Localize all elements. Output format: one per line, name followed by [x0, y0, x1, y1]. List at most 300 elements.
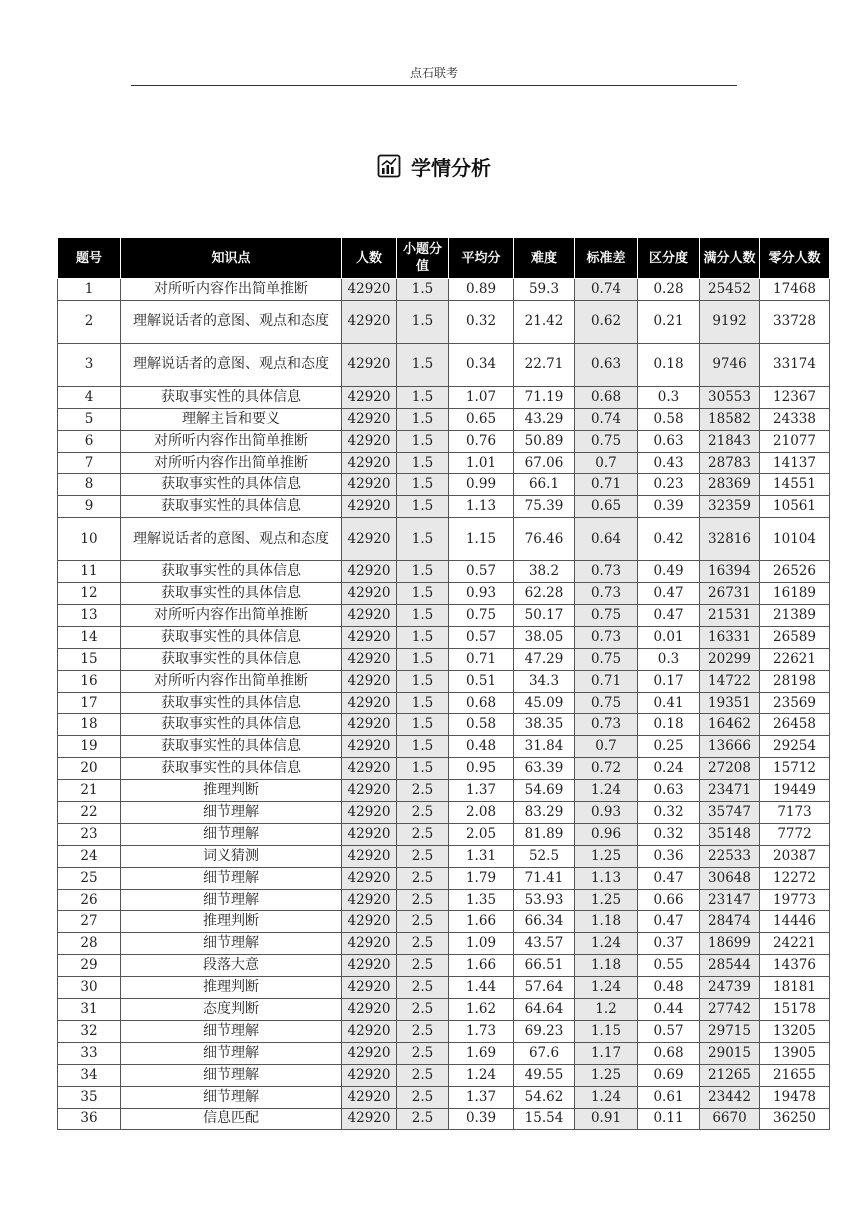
stat-cell: 0.62 — [575, 300, 638, 343]
stat-cell: 21.42 — [514, 300, 575, 343]
table-row — [58, 780, 830, 802]
stat-cell: 1.66 — [449, 955, 514, 977]
question-number-cell: 22 — [58, 802, 121, 824]
knowledge-point-cell: 细节理解 — [121, 1042, 342, 1064]
stat-cell: 28198 — [760, 670, 830, 692]
stat-cell: 21389 — [760, 605, 830, 627]
knowledge-point-cell: 对所听内容作出简单推断 — [121, 279, 342, 301]
section-title — [0, 150, 868, 182]
stat-cell: 23147 — [700, 889, 760, 911]
col-header: 难度 — [514, 238, 575, 279]
table-body — [58, 279, 830, 1130]
stat-cell: 0.68 — [449, 692, 514, 714]
question-number-cell: 31 — [58, 999, 121, 1021]
stat-cell: 0.32 — [638, 823, 700, 845]
question-number-cell: 24 — [58, 845, 121, 867]
question-number-cell: 14 — [58, 626, 121, 648]
table-row — [58, 933, 830, 955]
stat-cell: 32816 — [700, 518, 760, 561]
stat-cell: 42920 — [342, 518, 397, 561]
stat-cell: 0.65 — [575, 496, 638, 518]
table-row — [58, 1064, 830, 1086]
table-row — [58, 889, 830, 911]
question-number-cell: 9 — [58, 496, 121, 518]
stat-cell: 20299 — [700, 648, 760, 670]
knowledge-point-cell: 细节理解 — [121, 867, 342, 889]
stat-cell: 14722 — [700, 670, 760, 692]
stat-cell: 0.42 — [638, 518, 700, 561]
question-number-cell: 2 — [58, 300, 121, 343]
stat-cell: 0.57 — [449, 561, 514, 583]
stat-cell: 2.5 — [397, 889, 449, 911]
stat-cell: 42920 — [342, 1108, 397, 1130]
stat-cell: 1.5 — [397, 583, 449, 605]
stat-cell: 0.58 — [638, 408, 700, 430]
stat-cell: 0.32 — [449, 300, 514, 343]
question-number-cell: 23 — [58, 823, 121, 845]
stat-cell: 14137 — [760, 452, 830, 474]
stat-cell: 50.89 — [514, 430, 575, 452]
stat-cell: 19351 — [700, 692, 760, 714]
stat-cell: 0.93 — [449, 583, 514, 605]
stat-cell: 62.28 — [514, 583, 575, 605]
stat-cell: 42920 — [342, 343, 397, 386]
stat-cell: 42920 — [342, 1020, 397, 1042]
question-number-cell: 3 — [58, 343, 121, 386]
stat-cell: 28369 — [700, 474, 760, 496]
stat-cell: 50.17 — [514, 605, 575, 627]
stat-cell: 0.18 — [638, 343, 700, 386]
stat-cell: 42920 — [342, 670, 397, 692]
stat-cell: 42920 — [342, 911, 397, 933]
knowledge-point-cell: 细节理解 — [121, 1086, 342, 1108]
stat-cell: 0.66 — [638, 889, 700, 911]
stat-cell: 0.68 — [575, 386, 638, 408]
table-row — [58, 955, 830, 977]
stat-cell: 0.63 — [638, 430, 700, 452]
stat-cell: 42920 — [342, 889, 397, 911]
stat-cell: 0.44 — [638, 999, 700, 1021]
stat-cell: 0.32 — [638, 802, 700, 824]
stat-cell: 1.5 — [397, 648, 449, 670]
question-number-cell: 10 — [58, 518, 121, 561]
stat-cell: 2.5 — [397, 1042, 449, 1064]
stat-cell: 30553 — [700, 386, 760, 408]
stat-cell: 0.17 — [638, 670, 700, 692]
table-row — [58, 300, 830, 343]
stat-cell: 2.5 — [397, 802, 449, 824]
stat-cell: 14551 — [760, 474, 830, 496]
stat-cell: 42920 — [342, 408, 397, 430]
stat-cell: 2.5 — [397, 911, 449, 933]
question-number-cell: 8 — [58, 474, 121, 496]
table-row — [58, 279, 830, 301]
table-row — [58, 1042, 830, 1064]
stat-cell: 43.57 — [514, 933, 575, 955]
question-number-cell: 36 — [58, 1108, 121, 1130]
stat-cell: 0.51 — [449, 670, 514, 692]
question-number-cell: 20 — [58, 758, 121, 780]
stat-cell: 14446 — [760, 911, 830, 933]
question-number-cell: 19 — [58, 736, 121, 758]
knowledge-point-cell: 获取事实性的具体信息 — [121, 626, 342, 648]
stat-cell: 42920 — [342, 430, 397, 452]
stat-cell: 1.31 — [449, 845, 514, 867]
col-header: 平均分 — [449, 238, 514, 279]
stat-cell: 12272 — [760, 867, 830, 889]
stat-cell: 0.39 — [638, 496, 700, 518]
stat-cell: 24221 — [760, 933, 830, 955]
stat-cell: 2.5 — [397, 780, 449, 802]
stat-cell: 21655 — [760, 1064, 830, 1086]
stat-cell: 0.28 — [638, 279, 700, 301]
stat-cell: 0.3 — [638, 648, 700, 670]
stat-cell: 38.05 — [514, 626, 575, 648]
question-number-cell: 6 — [58, 430, 121, 452]
stat-cell: 42920 — [342, 386, 397, 408]
stat-cell: 0.18 — [638, 714, 700, 736]
stat-cell: 12367 — [760, 386, 830, 408]
stat-cell: 1.5 — [397, 561, 449, 583]
question-number-cell: 1 — [58, 279, 121, 301]
stat-cell: 0.76 — [449, 430, 514, 452]
table-row — [58, 802, 830, 824]
table-row — [58, 343, 830, 386]
stat-cell: 0.99 — [449, 474, 514, 496]
knowledge-point-cell: 细节理解 — [121, 1064, 342, 1086]
stat-cell: 42920 — [342, 977, 397, 999]
stat-cell: 42920 — [342, 999, 397, 1021]
table-row — [58, 648, 830, 670]
stat-cell: 0.24 — [638, 758, 700, 780]
stat-cell: 23471 — [700, 780, 760, 802]
stat-cell: 0.71 — [575, 670, 638, 692]
stat-cell: 26731 — [700, 583, 760, 605]
stat-cell: 0.47 — [638, 605, 700, 627]
knowledge-point-cell: 获取事实性的具体信息 — [121, 474, 342, 496]
stat-cell: 0.75 — [575, 605, 638, 627]
stat-cell: 42920 — [342, 605, 397, 627]
stat-cell: 0.73 — [575, 626, 638, 648]
stat-cell: 2.5 — [397, 977, 449, 999]
stat-cell: 0.75 — [575, 430, 638, 452]
knowledge-point-cell: 细节理解 — [121, 889, 342, 911]
stat-cell: 0.73 — [575, 583, 638, 605]
table-row — [58, 823, 830, 845]
header-divider — [131, 85, 737, 86]
stat-cell: 0.49 — [638, 561, 700, 583]
stat-cell: 18699 — [700, 933, 760, 955]
stat-cell: 0.75 — [449, 605, 514, 627]
stat-cell: 2.5 — [397, 1064, 449, 1086]
stat-cell: 0.47 — [638, 867, 700, 889]
page-title: 学情分析 — [411, 155, 491, 180]
table-row — [58, 977, 830, 999]
stat-cell: 34.3 — [514, 670, 575, 692]
stat-cell: 10104 — [760, 518, 830, 561]
question-number-cell: 16 — [58, 670, 121, 692]
table-row — [58, 561, 830, 583]
stat-cell: 42920 — [342, 933, 397, 955]
question-number-cell: 7 — [58, 452, 121, 474]
stat-cell: 7173 — [760, 802, 830, 824]
stat-cell: 23569 — [760, 692, 830, 714]
stat-cell: 83.29 — [514, 802, 575, 824]
knowledge-point-cell: 获取事实性的具体信息 — [121, 386, 342, 408]
stat-cell: 0.58 — [449, 714, 514, 736]
stat-cell: 22621 — [760, 648, 830, 670]
stat-cell: 2.5 — [397, 867, 449, 889]
stat-cell: 0.48 — [449, 736, 514, 758]
stat-cell: 71.41 — [514, 867, 575, 889]
stat-cell: 9192 — [700, 300, 760, 343]
stat-cell: 0.96 — [575, 823, 638, 845]
stat-cell: 1.2 — [575, 999, 638, 1021]
stat-cell: 33174 — [760, 343, 830, 386]
stat-cell: 0.74 — [575, 279, 638, 301]
stat-cell: 13666 — [700, 736, 760, 758]
stat-cell: 43.29 — [514, 408, 575, 430]
stat-cell: 1.24 — [449, 1064, 514, 1086]
knowledge-point-cell: 细节理解 — [121, 802, 342, 824]
stat-cell: 0.71 — [449, 648, 514, 670]
stat-cell: 67.6 — [514, 1042, 575, 1064]
stat-cell: 0.75 — [575, 648, 638, 670]
stat-cell: 1.5 — [397, 714, 449, 736]
stat-cell: 0.68 — [638, 1042, 700, 1064]
stat-cell: 18181 — [760, 977, 830, 999]
stat-cell: 22.71 — [514, 343, 575, 386]
stat-cell: 0.75 — [575, 692, 638, 714]
stat-cell: 20387 — [760, 845, 830, 867]
stat-cell: 54.69 — [514, 780, 575, 802]
stat-cell: 1.37 — [449, 780, 514, 802]
knowledge-point-cell: 信息匹配 — [121, 1108, 342, 1130]
stat-cell: 0.71 — [575, 474, 638, 496]
stat-cell: 31.84 — [514, 736, 575, 758]
stat-cell: 16394 — [700, 561, 760, 583]
knowledge-point-cell: 获取事实性的具体信息 — [121, 496, 342, 518]
stat-cell: 1.15 — [449, 518, 514, 561]
stat-cell: 0.43 — [638, 452, 700, 474]
stat-cell: 42920 — [342, 845, 397, 867]
stat-cell: 42920 — [342, 867, 397, 889]
table-row — [58, 496, 830, 518]
stat-cell: 1.24 — [575, 933, 638, 955]
knowledge-point-cell: 理解主旨和要义 — [121, 408, 342, 430]
stat-cell: 36250 — [760, 1108, 830, 1130]
stat-cell: 1.5 — [397, 670, 449, 692]
stat-cell: 0.74 — [575, 408, 638, 430]
stat-cell: 2.5 — [397, 955, 449, 977]
table-row — [58, 999, 830, 1021]
stat-cell: 21265 — [700, 1064, 760, 1086]
knowledge-point-cell: 推理判断 — [121, 911, 342, 933]
knowledge-point-cell: 态度判断 — [121, 999, 342, 1021]
stat-cell: 1.44 — [449, 977, 514, 999]
stat-cell: 42920 — [342, 561, 397, 583]
stat-cell: 1.5 — [397, 343, 449, 386]
table-row — [58, 867, 830, 889]
stat-cell: 75.39 — [514, 496, 575, 518]
question-number-cell: 21 — [58, 780, 121, 802]
knowledge-point-cell: 获取事实性的具体信息 — [121, 714, 342, 736]
stat-cell: 38.2 — [514, 561, 575, 583]
stat-cell: 29715 — [700, 1020, 760, 1042]
stat-cell: 6670 — [700, 1108, 760, 1130]
knowledge-point-cell: 推理判断 — [121, 780, 342, 802]
knowledge-point-cell: 理解说话者的意图、观点和态度 — [121, 343, 342, 386]
stat-cell: 42920 — [342, 626, 397, 648]
stat-cell: 1.09 — [449, 933, 514, 955]
stat-cell: 42920 — [342, 758, 397, 780]
table-row — [58, 1020, 830, 1042]
stat-cell: 1.5 — [397, 496, 449, 518]
stats-table — [57, 237, 830, 1130]
stat-cell: 24739 — [700, 977, 760, 999]
table-row — [58, 474, 830, 496]
question-number-cell: 17 — [58, 692, 121, 714]
table-row — [58, 430, 830, 452]
stat-cell: 1.5 — [397, 386, 449, 408]
question-number-cell: 25 — [58, 867, 121, 889]
stat-cell: 0.37 — [638, 933, 700, 955]
stat-cell: 1.69 — [449, 1042, 514, 1064]
question-number-cell: 30 — [58, 977, 121, 999]
stat-cell: 66.1 — [514, 474, 575, 496]
stat-cell: 0.7 — [575, 452, 638, 474]
question-number-cell: 34 — [58, 1064, 121, 1086]
question-number-cell: 5 — [58, 408, 121, 430]
stat-cell: 24338 — [760, 408, 830, 430]
stat-cell: 76.46 — [514, 518, 575, 561]
stat-cell: 1.17 — [575, 1042, 638, 1064]
stat-cell: 2.5 — [397, 823, 449, 845]
stat-cell: 1.5 — [397, 408, 449, 430]
stat-cell: 1.5 — [397, 692, 449, 714]
knowledge-point-cell: 获取事实性的具体信息 — [121, 648, 342, 670]
stat-cell: 1.5 — [397, 736, 449, 758]
stat-cell: 42920 — [342, 714, 397, 736]
stat-cell: 10561 — [760, 496, 830, 518]
stat-cell: 16462 — [700, 714, 760, 736]
stat-cell: 81.89 — [514, 823, 575, 845]
stat-cell: 35148 — [700, 823, 760, 845]
table-row — [58, 583, 830, 605]
table-row — [58, 714, 830, 736]
stat-cell: 0.69 — [638, 1064, 700, 1086]
knowledge-point-cell: 对所听内容作出简单推断 — [121, 605, 342, 627]
question-number-cell: 27 — [58, 911, 121, 933]
table-row — [58, 452, 830, 474]
question-number-cell: 15 — [58, 648, 121, 670]
col-header: 知识点 — [121, 238, 342, 279]
knowledge-point-cell: 获取事实性的具体信息 — [121, 692, 342, 714]
stat-cell: 0.47 — [638, 911, 700, 933]
stat-cell: 42920 — [342, 802, 397, 824]
stat-cell: 26589 — [760, 626, 830, 648]
table-row — [58, 408, 830, 430]
stat-cell: 1.5 — [397, 430, 449, 452]
stat-cell: 0.65 — [449, 408, 514, 430]
stat-cell: 28544 — [700, 955, 760, 977]
table-row — [58, 670, 830, 692]
stat-cell: 16331 — [700, 626, 760, 648]
stat-cell: 13205 — [760, 1020, 830, 1042]
stat-cell: 0.57 — [449, 626, 514, 648]
stat-cell: 1.25 — [575, 889, 638, 911]
knowledge-point-cell: 对所听内容作出简单推断 — [121, 452, 342, 474]
stat-cell: 0.21 — [638, 300, 700, 343]
knowledge-point-cell: 获取事实性的具体信息 — [121, 736, 342, 758]
question-number-cell: 35 — [58, 1086, 121, 1108]
stat-cell: 0.7 — [575, 736, 638, 758]
knowledge-point-cell: 细节理解 — [121, 933, 342, 955]
stat-cell: 29254 — [760, 736, 830, 758]
question-number-cell: 18 — [58, 714, 121, 736]
stat-cell: 1.5 — [397, 758, 449, 780]
stat-cell: 27742 — [700, 999, 760, 1021]
stat-cell: 49.55 — [514, 1064, 575, 1086]
stat-cell: 1.24 — [575, 977, 638, 999]
stat-cell: 1.62 — [449, 999, 514, 1021]
stat-cell: 9746 — [700, 343, 760, 386]
stat-cell: 21843 — [700, 430, 760, 452]
stat-cell: 1.24 — [575, 780, 638, 802]
stat-cell: 42920 — [342, 648, 397, 670]
stat-cell: 69.23 — [514, 1020, 575, 1042]
stat-cell: 0.61 — [638, 1086, 700, 1108]
stat-cell: 14376 — [760, 955, 830, 977]
table-header-row — [58, 238, 830, 279]
stat-cell: 2.5 — [397, 1020, 449, 1042]
stat-cell: 0.01 — [638, 626, 700, 648]
stat-cell: 1.37 — [449, 1086, 514, 1108]
stat-cell: 71.19 — [514, 386, 575, 408]
stat-cell: 2.5 — [397, 999, 449, 1021]
stat-cell: 42920 — [342, 692, 397, 714]
stat-cell: 1.15 — [575, 1020, 638, 1042]
stat-cell: 25452 — [700, 279, 760, 301]
stat-cell: 26458 — [760, 714, 830, 736]
stat-cell: 1.5 — [397, 452, 449, 474]
stat-cell: 1.35 — [449, 889, 514, 911]
stat-cell: 1.07 — [449, 386, 514, 408]
stat-cell: 22533 — [700, 845, 760, 867]
header-brand: 点石联考 — [409, 66, 458, 80]
stat-cell: 18582 — [700, 408, 760, 430]
knowledge-point-cell: 对所听内容作出简单推断 — [121, 670, 342, 692]
stat-cell: 0.63 — [575, 343, 638, 386]
table-row — [58, 626, 830, 648]
stat-cell: 2.5 — [397, 845, 449, 867]
stat-cell: 1.5 — [397, 518, 449, 561]
table-row — [58, 845, 830, 867]
stat-cell: 0.39 — [449, 1108, 514, 1130]
stat-cell: 0.11 — [638, 1108, 700, 1130]
stat-cell: 35747 — [700, 802, 760, 824]
knowledge-point-cell: 理解说话者的意图、观点和态度 — [121, 300, 342, 343]
stat-cell: 7772 — [760, 823, 830, 845]
stat-cell: 42920 — [342, 1042, 397, 1064]
table-row — [58, 386, 830, 408]
table-row — [58, 605, 830, 627]
stat-cell: 30648 — [700, 867, 760, 889]
stat-cell: 1.25 — [575, 845, 638, 867]
stat-cell: 0.93 — [575, 802, 638, 824]
knowledge-point-cell: 段落大意 — [121, 955, 342, 977]
stat-cell: 15178 — [760, 999, 830, 1021]
